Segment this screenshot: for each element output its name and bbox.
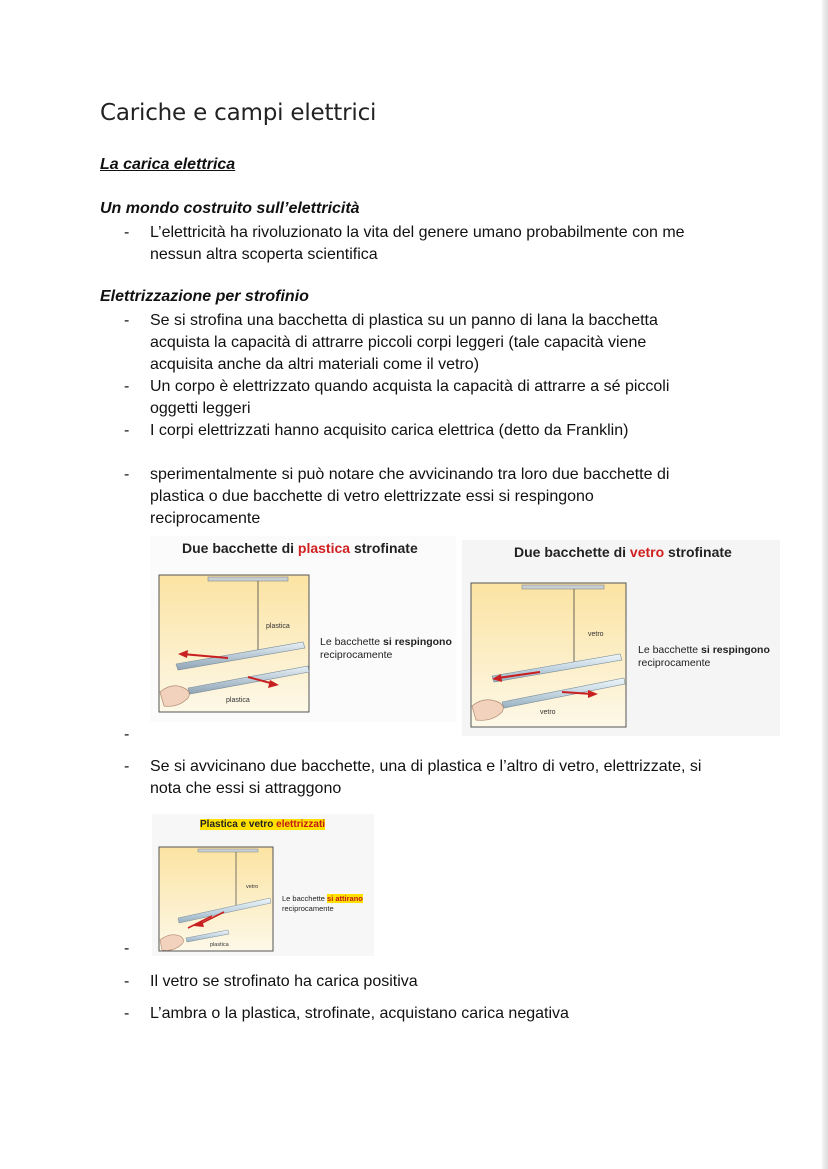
list-item-text: L’elettricità ha rivoluzionato la vita del genere umano probabilmente con me nessun altra scoperta scientifica [150,224,685,263]
list-item-text: I corpi elettrizzati hanno acquisito carica elettrica (detto da Franklin) [150,422,629,439]
subheading-strofinio: Elettrizzazione per strofinio [100,288,309,305]
rods-illustration [158,574,312,714]
rods-illustration [470,582,628,730]
list-item-text: Il vetro se strofinato ha carica positiva [150,973,418,990]
list-item-text: Se si avvicinano due bacchette, una di plastica e l’altro di vetro, elettrizzate, si nota che essi si attraggono [150,758,702,797]
rod-label-bottom: plastica [210,942,229,948]
list-item-text: Un corpo è elettrizzato quando acquista la capacità di attrarre a sé piccoli oggetti leggeri [150,378,670,417]
bullet-dash: - [124,726,130,743]
bullet-dash: - [124,1005,130,1022]
bullet-dash: - [124,758,130,775]
bullet-dash: - [124,422,130,439]
bullet-dash: - [124,973,130,990]
rod-label-bottom: plastica [226,697,250,704]
subheading-mondo: Un mondo costruito sull’elettricità [100,200,360,217]
rods-illustration [158,846,276,954]
figure-note: Le bacchette si respingono reciprocamente [320,636,452,661]
list-item-text: L’ambra o la plastica, strofinate, acquistano carica negativa [150,1005,569,1022]
figure-title: Plastica e vetro elettrizzati [200,819,326,830]
section-heading: La carica elettrica [100,156,236,173]
page-edge-shadow [822,0,828,1169]
bullet-dash: - [124,940,130,957]
bullet-dash: - [124,466,130,483]
figure-title: Due bacchette di vetro strofinate [514,544,732,560]
figure-title: Due bacchette di plastica strofinate [182,540,418,556]
figure-note: Le bacchette si attirano reciprocamente [282,894,363,913]
rod-label-top: vetro [588,631,604,638]
bullet-dash: - [124,312,130,329]
list-item-text: Se si strofina una bacchetta di plastica su un panno di lana la bacchetta acquista la capacità di attrarre piccoli corpi leggeri (tale capacità viene acquisita anche da altri materiali come il vetro) [150,312,658,373]
figure-plastic-rods [150,536,456,722]
figure-plastic-glass-rods [152,814,374,956]
rod-label-top: vetro [246,884,259,890]
list-item-text: sperimentalmente si può notare che avvicinando tra loro due bacchette di plastica o due bacchette di vetro elettrizzate essi si respingono reciprocamente [150,466,670,527]
rod-label-top: plastica [266,623,290,630]
figure-note: Le bacchette si respingono reciprocamente [638,644,770,669]
bullet-dash: - [124,378,130,395]
figure-glass-rods [462,540,780,736]
page-title: Cariche e campi elettrici [100,100,377,126]
rod-label-bottom: vetro [540,709,556,716]
bullet-dash: - [124,224,130,241]
